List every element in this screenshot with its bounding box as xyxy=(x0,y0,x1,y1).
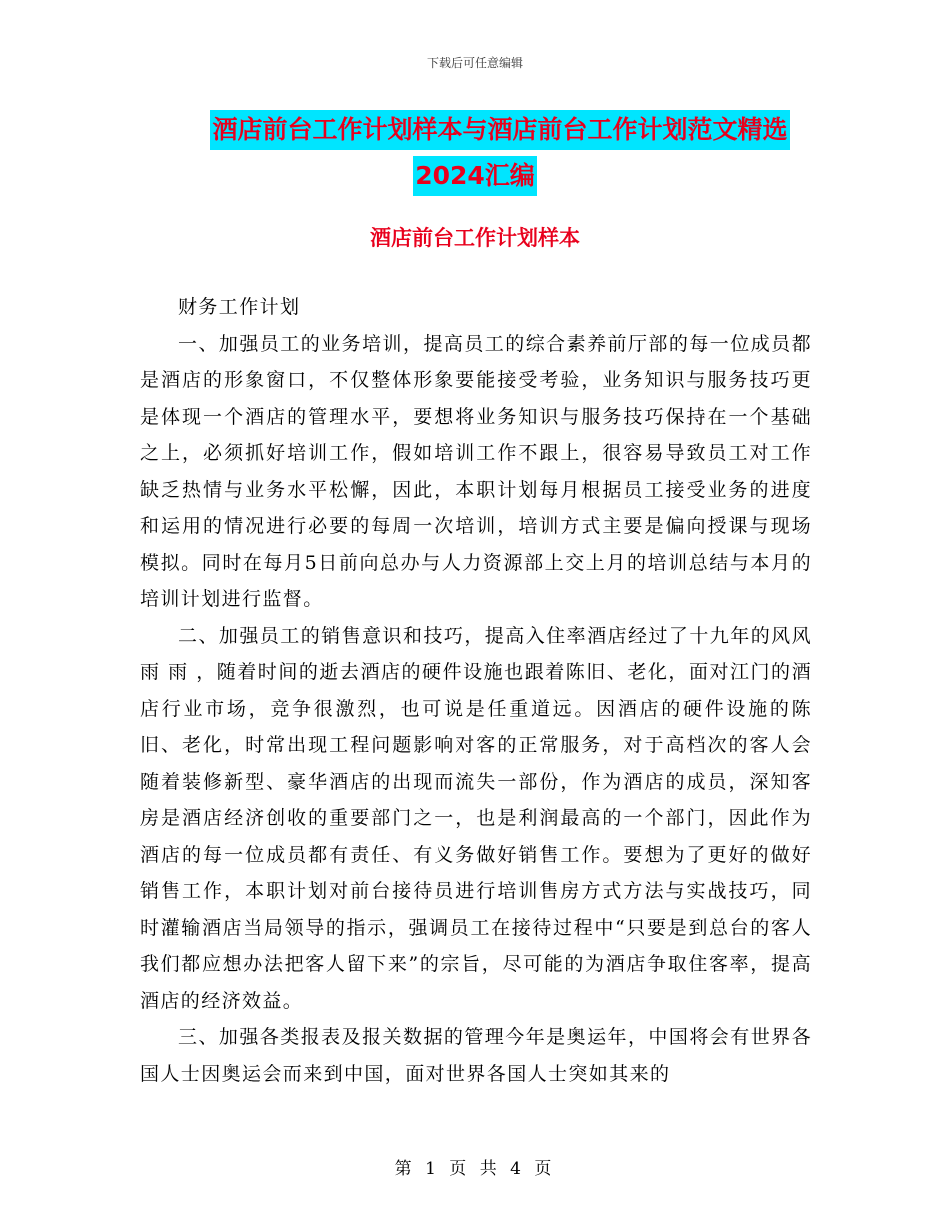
document-title xyxy=(140,110,810,202)
paragraph: 三、加强各类报表及报关数据的管理今年是奥运年，中国将会有世界各国人士因奥运会而来到中国，面对世界各国人士突如其来的 xyxy=(140,1026,812,1085)
page-footer: 第 1 页 共 4 页 xyxy=(394,1159,556,1179)
paragraph: 财务工作计划 xyxy=(178,296,301,318)
section-title: 酒店前台工作计划样本 xyxy=(370,226,580,250)
paragraph: 二、加强员工的销售意识和技巧，提高入住率酒店经过了十九年的风风雨 雨 ，随着时间的逝去酒店的硬件设施也跟着陈旧、老化，面对江门的酒店行业市场，竞争很激烈，也可说是任重道远。因酒店的硬件设施的陈旧、老化，时常出现工程问题影响对客的正常服务，对于高档次的客人会随着装修新型、豪华酒店的出现而流失一部份，作为酒店的成员，深知客房是酒店经济创收的重要部门之一，也是利润最高的一个部门，因此作为酒店的每一位成员都有责任、有义务做好销售工作。要想为了更好的做好销售工作，本职计划对前台接待员进行培训售房方式方法与实战技巧，同时灌输酒店当局领导的指示，强调员工在接待过程中“只要是到总台的客人我们都应想办法把客人留下来”的宗旨，尽可能的为酒店争取住客率，提高酒店的经济效益。 xyxy=(140,624,812,1012)
title-line-1: 酒店前台工作计划样本与酒店前台工作计划范文精选 xyxy=(210,110,789,150)
header-note: 下载后可任意编辑 xyxy=(426,56,523,70)
paragraph: 一、加强员工的业务培训，提高员工的综合素养前厅部的每一位成员都是酒店的形象窗口，不仅整体形象要能接受考验，业务知识与服务技巧更是体现一个酒店的管理水平，要想将业务知识与服务技巧保持在一个基础之上，必须抓好培训工作，假如培训工作不跟上，很容易导致员工对工作缺乏热情与业务水平松懈，因此，本职计划每月根据员工接受业务的进度和运用的情况进行必要的每周一次培训，培训方式主要是偏向授课与现场模拟。同时在每月5日前向总办与人力资源部上交上月的培训总结与本月的培训计划进行监督。 xyxy=(140,332,812,610)
title-line-2: 2024汇编 xyxy=(413,156,537,196)
document-body xyxy=(140,289,812,1092)
